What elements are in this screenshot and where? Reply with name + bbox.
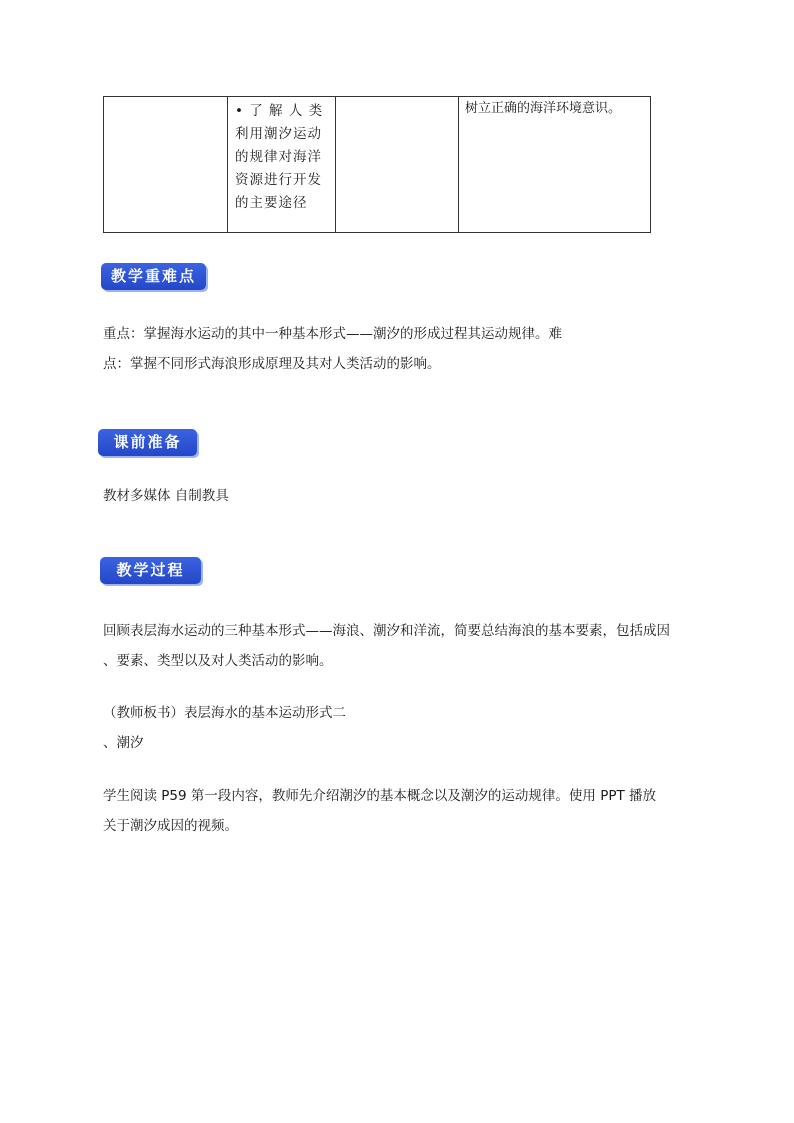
section-badge-process: 教学过程: [100, 557, 201, 584]
key-points-line: 重点：掌握海水运动的其中一种基本形式——潮汐的形成过程其运动规律。难: [103, 326, 562, 342]
table-cell-empty-3: [336, 97, 459, 233]
process-p2-line: （教师板书）表层海水的基本运动形式二: [103, 705, 346, 721]
objective-line: 利用潮汐运动: [235, 126, 322, 142]
objective-line: 资源进行开发: [235, 172, 322, 188]
process-p1-line: 、要素、类型以及对人类活动的影响。: [103, 653, 333, 669]
objective-line: • 了 解 人 类: [235, 103, 324, 119]
awareness-text: 树立正确的海洋环境意识。: [465, 101, 622, 116]
preparation-text: 教材多媒体 自制教具: [103, 488, 229, 504]
table-cell-awareness: [459, 97, 651, 233]
process-p3-line: 学生阅读 P59 第一段内容，教师先介绍潮汐的基本概念以及潮汐的运动规律。使用 PPT 播放: [103, 788, 657, 804]
section-badge-preparation: 课前准备: [98, 429, 197, 456]
process-p3-line: 关于潮汐成因的视频。: [103, 818, 238, 834]
key-points-line: 点：掌握不同形式海浪形成原理及其对人类活动的影响。: [103, 356, 441, 372]
section-badge-key-points: 教学重难点: [101, 263, 206, 290]
objectives-table: [103, 96, 651, 233]
objective-line: 的规律对海洋: [235, 149, 322, 165]
objective-line: 的主要途径: [235, 195, 308, 211]
process-p1-line: 回顾表层海水运动的三种基本形式——海浪、潮汐和洋流，简要总结海浪的基本要素，包括成因: [103, 623, 670, 639]
table-cell-empty-1: [104, 97, 228, 233]
table-cell-objective: [228, 97, 336, 233]
process-p2-line: 、潮汐: [103, 735, 144, 751]
